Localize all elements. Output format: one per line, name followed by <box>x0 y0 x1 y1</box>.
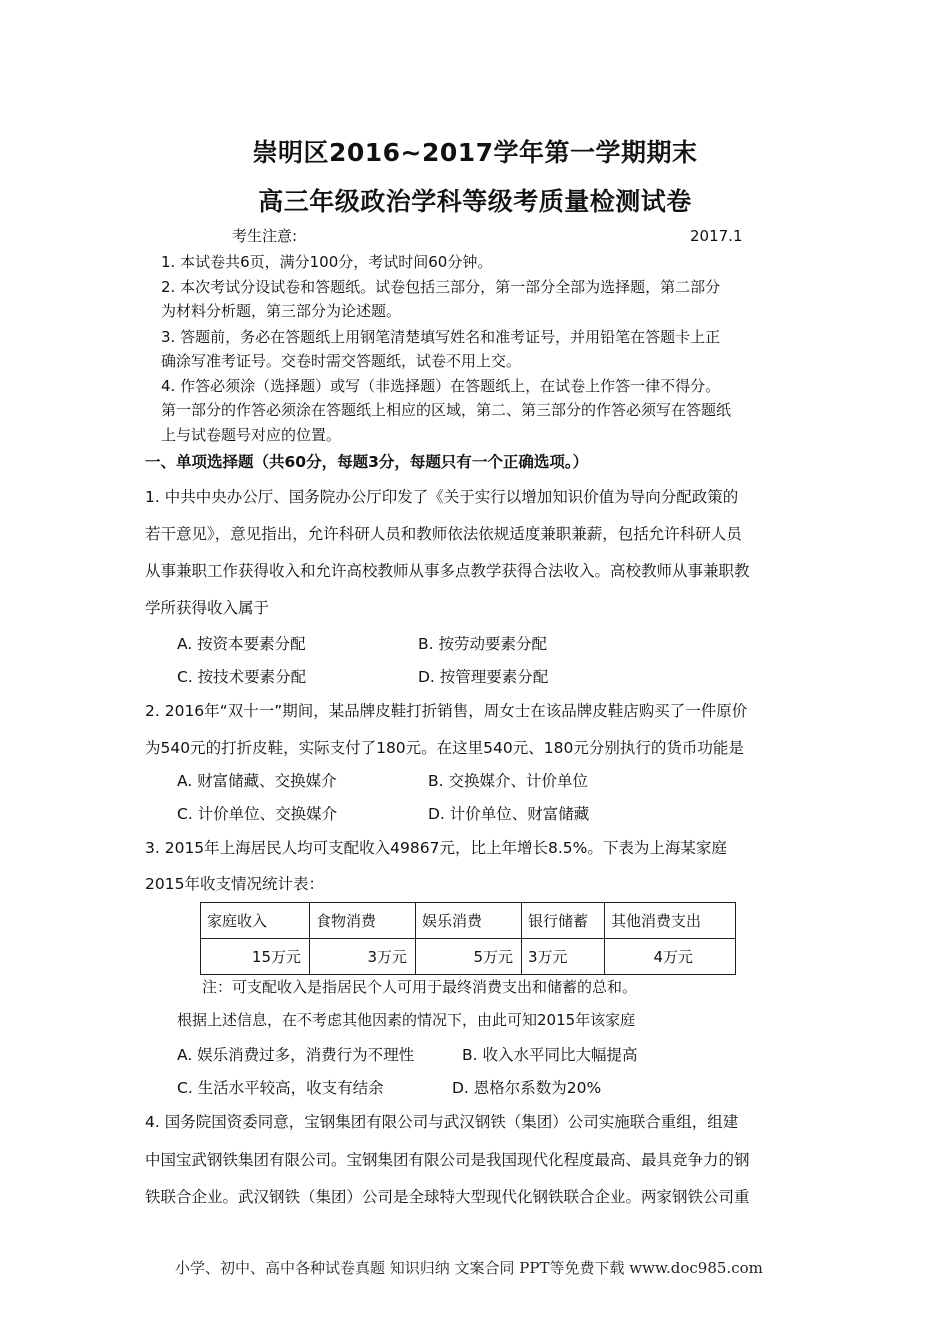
household-budget-table <box>200 902 736 975</box>
q1-option-b: B. 按劳动要素分配 <box>418 635 547 653</box>
q1-option-a: A. 按资本要素分配 <box>177 635 306 653</box>
table-cell: 3万元 <box>310 939 416 975</box>
table-cell: 3万元 <box>522 939 605 975</box>
notice-line: 上与试卷题号对应的位置。 <box>161 426 342 444</box>
q3-option-c: C. 生活水平较高，收支有结余 <box>177 1079 384 1097</box>
notice-line: 1. 本试卷共6页，满分100分，考试时间60分钟。 <box>161 253 493 271</box>
table-cell: 15万元 <box>201 939 310 975</box>
table-header-cell: 银行储蓄 <box>522 903 605 939</box>
notice-line: 2. 本次考试分设试卷和答题纸。试卷包括三部分，第一部分全部为选择题，第二部分 <box>161 278 721 296</box>
table-header-cell: 食物消费 <box>310 903 416 939</box>
table-row <box>201 939 736 975</box>
q4-text: 中国宝武钢铁集团有限公司。宝钢集团有限公司是我国现代化程度最高、最具竞争力的钢 <box>145 1151 750 1169</box>
title-line-2: 高三年级政治学科等级考质量检测试卷 <box>258 187 692 216</box>
notice-line: 3. 答题前，务必在答题纸上用钢笔清楚填写姓名和准考证号，并用铅笔在答题卡上正 <box>161 328 721 346</box>
section-1-title: 一、单项选择题（共60分，每题3分，每题只有一个正确选项。） <box>145 453 589 471</box>
table-header-cell: 娱乐消费 <box>416 903 522 939</box>
q3-text: 2015年收支情况统计表： <box>145 875 324 893</box>
table-cell: 4万元 <box>605 939 736 975</box>
q2-option-b: B. 交换媒介、计价单位 <box>428 772 588 790</box>
q2-text: 2. 2016年“双十一”期间，某品牌皮鞋打折销售，周女士在该品牌皮鞋店购买了一件原价 <box>145 702 748 720</box>
notice-label: 考生注意: <box>232 227 298 245</box>
notice-line: 第一部分的作答必须涂在答题纸上相应的区域，第二、第三部分的作答必须写在答题纸 <box>161 401 732 419</box>
exam-date: 2017.1 <box>690 227 743 245</box>
q2-option-d: D. 计价单位、财富储藏 <box>428 805 590 823</box>
q3-option-d: D. 恩格尔系数为20% <box>452 1079 602 1097</box>
q2-option-c: C. 计价单位、交换媒介 <box>177 805 338 823</box>
q1-text: 若干意见》，意见指出，允许科研人员和教师依法依规适度兼职兼薪，包括允许科研人员 <box>145 525 742 543</box>
q3-option-b: B. 收入水平同比大幅提高 <box>462 1046 638 1064</box>
q1-option-d: D. 按管理要素分配 <box>418 668 549 686</box>
q4-text: 4. 国务院国资委同意，宝钢集团有限公司与武汉钢铁（集团）公司实施联合重组，组建 <box>145 1113 739 1131</box>
notice-line: 4. 作答必须涂（选择题）或写（非选择题）在答题纸上，在试卷上作答一律不得分。 <box>161 377 721 395</box>
table-header-cell: 其他消费支出 <box>605 903 736 939</box>
table-header-row <box>201 903 736 939</box>
q4-text: 铁联合企业。武汉钢铁（集团）公司是全球特大型现代化钢铁联合企业。两家钢铁公司重 <box>145 1188 750 1206</box>
q1-text: 学所获得收入属于 <box>145 599 270 617</box>
table-cell: 5万元 <box>416 939 522 975</box>
q2-option-a: A. 财富储藏、交换媒介 <box>177 772 337 790</box>
q3-option-a: A. 娱乐消费过多，消费行为不理性 <box>177 1046 415 1064</box>
footer-ad: 小学、初中、高中各种试卷真题 知识归纳 文案合同 PPT等免费下载 www.doc985.com <box>175 1259 763 1277</box>
q1-text: 从事兼职工作获得收入和允许高校教师从事多点教学获得合法收入。高校教师从事兼职教 <box>145 562 750 580</box>
q1-text: 1. 中共中央办公厅、国务院办公厅印发了《关于实行以增加知识价值为导向分配政策的 <box>145 488 739 506</box>
q3-text: 3. 2015年上海居民人均可支配收入49867元，比上年增长8.5%。下表为上海某家庭 <box>145 839 727 857</box>
table-header-cell: 家庭收入 <box>201 903 310 939</box>
title-line-1: 崇明区2016~2017学年第一学期期末 <box>252 138 698 167</box>
notice-line: 确涂写准考证号。交卷时需交答题纸，试卷不用上交。 <box>161 352 522 370</box>
notice-line: 为材料分析题，第三部分为论述题。 <box>161 302 402 320</box>
table-note: 注：可支配收入是指居民个人可用于最终消费支出和储蓄的总和。 <box>202 978 638 996</box>
q3-stem: 根据上述信息，在不考虑其他因素的情况下，由此可知2015年该家庭 <box>177 1011 636 1029</box>
q2-text: 为540元的打折皮鞋，实际支付了180元。在这里540元、180元分别执行的货币功能是 <box>145 739 744 757</box>
q1-option-c: C. 按技术要素分配 <box>177 668 307 686</box>
